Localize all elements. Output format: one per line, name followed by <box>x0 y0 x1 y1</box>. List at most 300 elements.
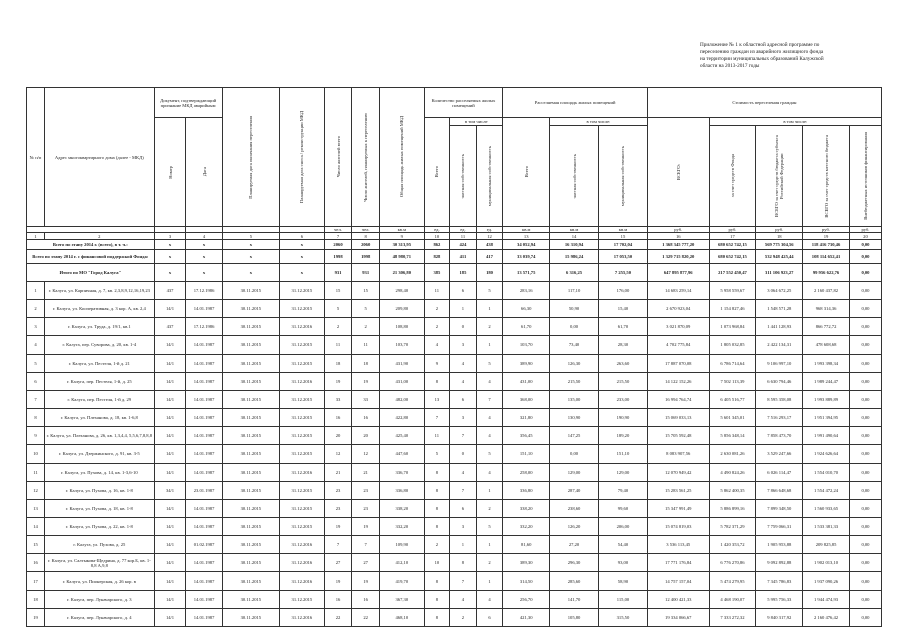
table-cell: 79,40 <box>599 481 648 499</box>
table-cell: 11 <box>352 336 380 354</box>
table-cell: 27,20 <box>550 536 599 554</box>
table-cell: 11 <box>27 463 45 481</box>
table-row <box>27 463 882 481</box>
header-address: Адрес многоквартирного дома (далее - МКД) <box>45 88 155 227</box>
table-cell: 1 420 353,72 <box>709 536 756 554</box>
table-cell: 3 <box>450 517 477 535</box>
table-cell: 5 782 371,29 <box>709 517 756 535</box>
table-cell: 17.12.1986 <box>186 281 222 299</box>
table-cell: 18 <box>352 354 380 372</box>
table-cell: 8 <box>424 499 450 517</box>
table-cell: 3 <box>450 336 477 354</box>
table-cell: 16 <box>27 554 45 572</box>
table-cell: 6 <box>476 608 503 626</box>
table-cell: 2 <box>476 318 503 336</box>
table-cell: 126,30 <box>550 354 599 372</box>
totals-row <box>27 264 882 282</box>
table-cell: 66,30 <box>503 300 550 318</box>
unit-cell: руб. <box>803 227 850 233</box>
table-cell: 0 <box>450 445 477 463</box>
table-row <box>27 390 882 408</box>
table-cell: 180 <box>476 264 503 282</box>
table-cell: 105,80 <box>550 608 599 626</box>
table-cell: 8 <box>450 554 477 572</box>
note-line: переселению граждан из аварийного жилищного фонда <box>700 49 824 55</box>
table-cell: 5 <box>476 354 503 372</box>
table-cell: 31.12.2015 <box>280 300 325 318</box>
totals-row <box>27 249 882 264</box>
table-cell: 233,00 <box>599 390 648 408</box>
table-cell: 285,60 <box>550 572 599 590</box>
table-cell: 14/1 <box>154 390 186 408</box>
table-cell: 0,00 <box>849 517 881 535</box>
table-cell: 2060 <box>352 240 380 249</box>
table-cell: 16 <box>352 590 380 608</box>
table-row <box>27 318 882 336</box>
table-cell: 12 <box>27 481 45 499</box>
table-cell: г. Калуга, ул. Пухова, д. 22, кв. 1-8 <box>45 517 155 535</box>
table-cell: 1998 <box>324 249 352 264</box>
unit-cell: руб. <box>849 227 881 233</box>
table-cell: 7 858 473,70 <box>756 427 803 445</box>
table-cell: 54,40 <box>599 536 648 554</box>
table-cell: 0,00 <box>849 554 881 572</box>
header-doc-number: Номер <box>154 118 186 227</box>
table-cell: 4 <box>450 372 477 390</box>
table-cell: 931 <box>324 264 352 282</box>
table-cell: г. Калуга, ул. Салтыкова-Щедрина, д. 77 кор.Б, кв. 1-8,8 А,9,8 <box>45 554 155 572</box>
table-cell: 2 <box>424 318 450 336</box>
table-cell: 14.01.1987 <box>186 554 222 572</box>
table-cell: 680 652 742,15 <box>709 240 756 249</box>
header-cost-fund: за счет средств Фонда <box>709 126 756 227</box>
table-cell: 8 <box>424 463 450 481</box>
table-cell: 7 <box>27 390 45 408</box>
table-cell: 30.11.2015 <box>222 608 279 626</box>
table-cell: 0,00 <box>550 318 599 336</box>
header-residents-planned: Число жителей, планируемых к переселению <box>352 88 380 227</box>
header-area-municipal: муниципальная собственность <box>599 126 648 227</box>
table-row <box>27 590 882 608</box>
table-cell: 287,40 <box>550 481 599 499</box>
table-cell: 258,00 <box>503 463 550 481</box>
table-cell: 01.02.1987 <box>186 536 222 554</box>
table-cell: 5 856 348,14 <box>709 427 756 445</box>
table-cell: х <box>222 240 279 249</box>
table-cell: 1 924 626,64 <box>803 445 850 463</box>
table-cell: 13 571,75 <box>503 264 550 282</box>
table-cell: 30.11.2015 <box>222 390 279 408</box>
table-cell: х <box>222 264 279 282</box>
table-cell: 3 021 870,09 <box>647 318 709 336</box>
table-cell: Всего по этапу 2014 г. с финансовой поддержкой Фонда: <box>27 249 155 264</box>
table-cell: г. Калуга, пер. Луначарского, д. 4 <box>45 608 155 626</box>
table-cell: 298,40 <box>379 281 424 299</box>
table-cell: 437 <box>154 281 186 299</box>
table-row <box>27 499 882 517</box>
table-cell: 332,20 <box>379 517 424 535</box>
table-row <box>27 481 882 499</box>
table-cell: 14/1 <box>154 463 186 481</box>
header-area-total: Всего <box>503 118 550 227</box>
table-cell: 30.11.2015 <box>222 372 279 390</box>
table-cell: 33 039,74 <box>503 249 550 264</box>
table-cell: 14/1 <box>154 354 186 372</box>
table-cell: 0,00 <box>849 249 881 264</box>
table-cell: 31.12.2016 <box>280 554 325 572</box>
table-row <box>27 427 882 445</box>
table-cell: 13 <box>503 233 550 240</box>
appendix-note <box>700 42 890 70</box>
table-cell: 7 <box>450 481 477 499</box>
table-cell: 17 887 070,08 <box>647 354 709 372</box>
table-cell: 5 995 756,33 <box>756 590 803 608</box>
unit-cell: ед. <box>450 227 477 233</box>
table-cell: 103,70 <box>503 336 550 354</box>
table-cell: 17.12.1986 <box>186 318 222 336</box>
unit-cell: руб. <box>647 227 709 233</box>
unit-cell: кв.м <box>503 227 550 233</box>
table-cell: 2060 <box>324 240 352 249</box>
unit-cell: кв.м <box>599 227 648 233</box>
table-cell: 8 <box>424 372 450 390</box>
table-cell: 217 552 450,47 <box>709 264 756 282</box>
table-cell: 0,00 <box>849 590 881 608</box>
table-cell: 2 <box>352 318 380 336</box>
table-cell: 19 <box>352 572 380 590</box>
table-cell: 5 <box>27 354 45 372</box>
table-cell: 968 314,36 <box>803 300 850 318</box>
table-cell: 0,00 <box>849 463 881 481</box>
table-cell: 18 <box>324 354 352 372</box>
table-cell: 4 <box>450 463 477 481</box>
table-cell: 4 <box>424 336 450 354</box>
table-cell: 14 <box>27 517 45 535</box>
table-cell: 30.11.2015 <box>222 554 279 572</box>
table-row <box>27 445 882 463</box>
table-cell: 431,90 <box>379 354 424 372</box>
table-cell: 15 986,24 <box>550 249 599 264</box>
table-cell: 14/1 <box>154 608 186 626</box>
table-cell: 1 993 889,89 <box>803 390 850 408</box>
table-cell: 315,50 <box>599 608 648 626</box>
table-cell: г. Калуга, ул. Пухова, д. 16, кв. 1-8 <box>45 481 155 499</box>
table-cell: 31.12.2015 <box>280 390 325 408</box>
table-cell: 6 776 270,86 <box>709 554 756 572</box>
table-cell: 27 <box>324 554 352 572</box>
table-cell: 20 <box>324 427 352 445</box>
table-cell: 6 786 714,64 <box>709 354 756 372</box>
table-cell: 4 <box>476 372 503 390</box>
table-cell: 7 <box>324 233 352 240</box>
table-cell: 7 866 648,68 <box>756 481 803 499</box>
table-cell: 12 <box>352 445 380 463</box>
table-cell: 14.01.1987 <box>186 499 222 517</box>
table-cell: 9 <box>379 233 424 240</box>
table-cell: 9 <box>27 427 45 445</box>
table-cell: 31.12.2015 <box>280 427 325 445</box>
table-row <box>27 536 882 554</box>
table-cell: 30.11.2015 <box>222 336 279 354</box>
table-cell: 15,40 <box>599 300 648 318</box>
header-doc-date: Дата <box>186 118 222 227</box>
table-cell: 30.11.2015 <box>222 281 279 299</box>
table-cell: 14/1 <box>154 336 186 354</box>
table-cell: 9 <box>424 354 450 372</box>
table-cell: х <box>222 249 279 264</box>
table-cell: 14/1 <box>154 372 186 390</box>
table-cell: 2 670 923,04 <box>647 300 709 318</box>
table-cell: 19 <box>324 572 352 590</box>
table-cell: х <box>154 264 186 282</box>
table-cell: 31.12.2016 <box>280 372 325 390</box>
table-cell: 14/1 <box>154 409 186 427</box>
table-cell: 22 <box>324 608 352 626</box>
header-rooms-municipal: муниципальная собственность <box>476 126 503 227</box>
table-cell: 0,00 <box>849 608 881 626</box>
table-cell: 14/1 <box>154 499 186 517</box>
table-cell: х <box>280 264 325 282</box>
table-cell: 647 895 877,96 <box>647 264 709 282</box>
table-cell: 19 <box>352 372 380 390</box>
table-cell: 19 <box>352 517 380 535</box>
totals-row <box>27 240 882 249</box>
table-cell: 0,00 <box>849 445 881 463</box>
table-cell: 14/1 <box>154 554 186 572</box>
table-cell: 0,00 <box>849 372 881 390</box>
table-cell: 209,80 <box>379 300 424 318</box>
table-cell: 30.11.2015 <box>222 354 279 372</box>
table-cell: г. Калуга, ул. Кооперативная, д. 3 кор. А, кв. 2,4 <box>45 300 155 318</box>
table-cell: 5 <box>352 300 380 318</box>
table-cell: 126,20 <box>550 517 599 535</box>
table-cell: 8 <box>27 409 45 427</box>
table-cell: х <box>154 249 186 264</box>
table-cell: 12 <box>324 445 352 463</box>
table-cell: 13 <box>27 499 45 517</box>
table-cell: 7 <box>424 409 450 427</box>
table-cell: 31.12.2015 <box>280 590 325 608</box>
table-cell: 31.12.2015 <box>280 481 325 499</box>
header-rooms-incl: в том числе <box>450 118 503 126</box>
table-cell: 1 <box>476 536 503 554</box>
table-cell: 2 <box>424 300 450 318</box>
table-cell: 0,00 <box>849 481 881 499</box>
unit-cell: ед. <box>424 227 450 233</box>
table-cell: 30.11.2015 <box>222 318 279 336</box>
table-cell: 16 <box>324 409 352 427</box>
table-cell: 30.11.2015 <box>222 572 279 590</box>
table-cell: 190,90 <box>599 409 648 427</box>
table-cell: 7 <box>476 390 503 408</box>
table-cell: 31.12.2016 <box>280 318 325 336</box>
table-cell: г. Калуга, ул. Карпичная, д. 7, кв. 2,3,8,9,12,16,19,23 <box>45 281 155 299</box>
table-cell: 412,10 <box>379 554 424 572</box>
table-cell: 5 <box>424 445 450 463</box>
table-cell: 16 310,94 <box>550 240 599 249</box>
table-cell: 34 052,94 <box>503 240 550 249</box>
table-cell: г. Калуга, пер. Луначарского, д. 3 <box>45 590 155 608</box>
header-cost-incl: в том числе: <box>709 118 881 126</box>
table-cell: 1 329 715 820,20 <box>647 249 709 264</box>
table-cell: 7 <box>450 572 477 590</box>
table-cell: 6 <box>450 499 477 517</box>
table-cell: 6 026 114,47 <box>756 463 803 481</box>
table-cell: г. Калуга, ул. Плеханова, д. 18, кв. 1-6,8 <box>45 409 155 427</box>
table-cell: 61,70 <box>599 318 648 336</box>
table-cell: 11 <box>324 336 352 354</box>
table-cell: 215,50 <box>550 372 599 390</box>
table-cell: 862 <box>424 240 450 249</box>
table-cell: 7 345 786,83 <box>756 572 803 590</box>
table-cell: 1 <box>476 481 503 499</box>
table-cell: 14.01.1987 <box>186 372 222 390</box>
table-cell: 0,00 <box>849 354 881 372</box>
table-cell: 81,60 <box>503 536 550 554</box>
table-cell: 8 595 358,08 <box>756 390 803 408</box>
table-cell: 61,70 <box>503 318 550 336</box>
header-planned-demolish-date: Планируемая дата сноса / реконструкции МКД <box>280 88 325 227</box>
table-cell: 5 <box>222 233 279 240</box>
table-cell: 15 347 991,49 <box>647 499 709 517</box>
table-cell: 7 <box>450 427 477 445</box>
table-cell: 4 702 775,84 <box>647 336 709 354</box>
table-cell: 431,00 <box>379 372 424 390</box>
table-cell: 15 074 819,03 <box>647 517 709 535</box>
table-cell: 206,00 <box>599 517 648 535</box>
table-cell: 1 <box>450 300 477 318</box>
table-cell: 31.12.2015 <box>280 354 325 372</box>
table-cell: 15 <box>324 281 352 299</box>
table-cell: 30.11.2015 <box>222 445 279 463</box>
table-cell: 21 <box>352 463 380 481</box>
table-cell: 4 <box>476 409 503 427</box>
table-cell: 4 <box>450 590 477 608</box>
table-cell: 19 <box>324 372 352 390</box>
table-cell: 6 <box>280 233 325 240</box>
table-cell: 0,00 <box>849 390 881 408</box>
table-cell: 135,00 <box>550 390 599 408</box>
table-cell: 866 772,72 <box>803 318 850 336</box>
table-cell: х <box>186 240 222 249</box>
table-cell: 422,80 <box>379 409 424 427</box>
header-rooms-total: Всего <box>424 118 450 227</box>
table-cell: 14.01.1987 <box>186 336 222 354</box>
table-cell: 1 902 013,10 <box>803 554 850 572</box>
table-cell: г. Калуга, ул. Дзержинского, д. 91, кв. 3-5 <box>45 445 155 463</box>
table-cell: 336,80 <box>503 481 550 499</box>
header-cost-extra: Внебюджетных источников финансирования <box>849 126 881 227</box>
table-body <box>27 227 882 627</box>
unit-cell: кв.м <box>550 227 599 233</box>
table-cell: 215,50 <box>599 372 648 390</box>
table-cell: 176,00 <box>599 281 648 299</box>
table-cell: 1998 <box>352 249 380 264</box>
table-cell: 0,00 <box>849 264 881 282</box>
table-cell: 14/1 <box>154 572 186 590</box>
table-cell: 129,00 <box>599 463 648 481</box>
table-cell: 336,80 <box>379 481 424 499</box>
table-row <box>27 517 882 535</box>
table-cell: 311 106 923,27 <box>756 264 803 282</box>
table-cell: 30 313,95 <box>379 240 424 249</box>
header-document: Документ, подтверждающий признание МКД аварийным <box>154 88 222 118</box>
table-cell: 0,00 <box>849 300 881 318</box>
table-cell: 31.12.2016 <box>280 608 325 626</box>
table-cell: 0 <box>450 318 477 336</box>
table-cell: 5 <box>476 517 503 535</box>
table-cell: 7 333 272,32 <box>709 608 756 626</box>
table-cell: 129,00 <box>550 463 599 481</box>
table-cell: 18 <box>756 233 803 240</box>
table-cell: 6 316,25 <box>550 264 599 282</box>
table-cell: 14.01.1987 <box>186 590 222 608</box>
table-cell: 93,00 <box>599 554 648 572</box>
table-cell: 263,60 <box>599 354 648 372</box>
table-cell: 34/1 <box>154 481 186 499</box>
table-cell: 7 <box>352 536 380 554</box>
table-cell: 6 <box>27 372 45 390</box>
table-cell: х <box>280 240 325 249</box>
table-cell: 438 <box>476 240 503 249</box>
table-cell: 411 <box>450 249 477 264</box>
table-cell: 1 <box>476 336 503 354</box>
table-cell: 17 053,50 <box>599 249 648 264</box>
header-rooms-private: частная собственность <box>450 126 477 227</box>
table-cell: 8 <box>424 517 450 535</box>
table-cell: 22 <box>352 608 380 626</box>
table-cell: 0,00 <box>849 281 881 299</box>
table-cell: 99,60 <box>599 499 648 517</box>
header-cost-subject: ВСЕГО за счет средств бюджета субъекта Российской Федерации <box>756 126 803 227</box>
table-cell: 828 <box>424 249 450 264</box>
table-cell: 419,70 <box>379 572 424 590</box>
table-cell: 28,30 <box>599 336 648 354</box>
table-cell: х <box>280 249 325 264</box>
table-cell: 17 771 176,84 <box>647 554 709 572</box>
table-cell: 30.11.2015 <box>222 517 279 535</box>
table-cell: 338,20 <box>379 499 424 517</box>
table-cell: 17 702,04 <box>599 240 648 249</box>
table-cell: 1 805 032,85 <box>709 336 756 354</box>
table-cell: 19 <box>803 233 850 240</box>
table-cell: 14 683 259,14 <box>647 281 709 299</box>
table-cell: 6 <box>450 390 477 408</box>
table-cell: 680 652 742,15 <box>709 249 756 264</box>
table-cell: 1 <box>476 300 503 318</box>
table-cell: г. Калуга, пер. Суворова, д. 20, кв. 1-4 <box>45 336 155 354</box>
table-cell: 7 759 066,31 <box>756 517 803 535</box>
table-cell: 27 <box>352 554 380 572</box>
table-cell: 3 536 113,45 <box>647 536 709 554</box>
table-cell: г. Калуга, ул. Пухова, д. 14, кв. 1-3,6-10 <box>45 463 155 481</box>
table-cell: г. Калуга, пер. Пестеля, 1-й д. 29 <box>45 390 155 408</box>
table-cell: 0,00 <box>849 536 881 554</box>
table-cell: 8 <box>424 608 450 626</box>
table-row <box>27 336 882 354</box>
table-cell: 14.01.1987 <box>186 463 222 481</box>
table-cell: 23 <box>352 499 380 517</box>
table-cell: 0,00 <box>849 499 881 517</box>
table-cell: 16 994 764,74 <box>647 390 709 408</box>
table-cell: 0,00 <box>849 318 881 336</box>
table-cell: 7 502 113,39 <box>709 372 756 390</box>
table-cell: 1 989 244,47 <box>803 372 850 390</box>
table-cell: 368,00 <box>503 390 550 408</box>
table-cell: 421,30 <box>503 608 550 626</box>
table-cell: 1 368 345 777,20 <box>647 240 709 249</box>
table-cell: 14/1 <box>154 536 186 554</box>
